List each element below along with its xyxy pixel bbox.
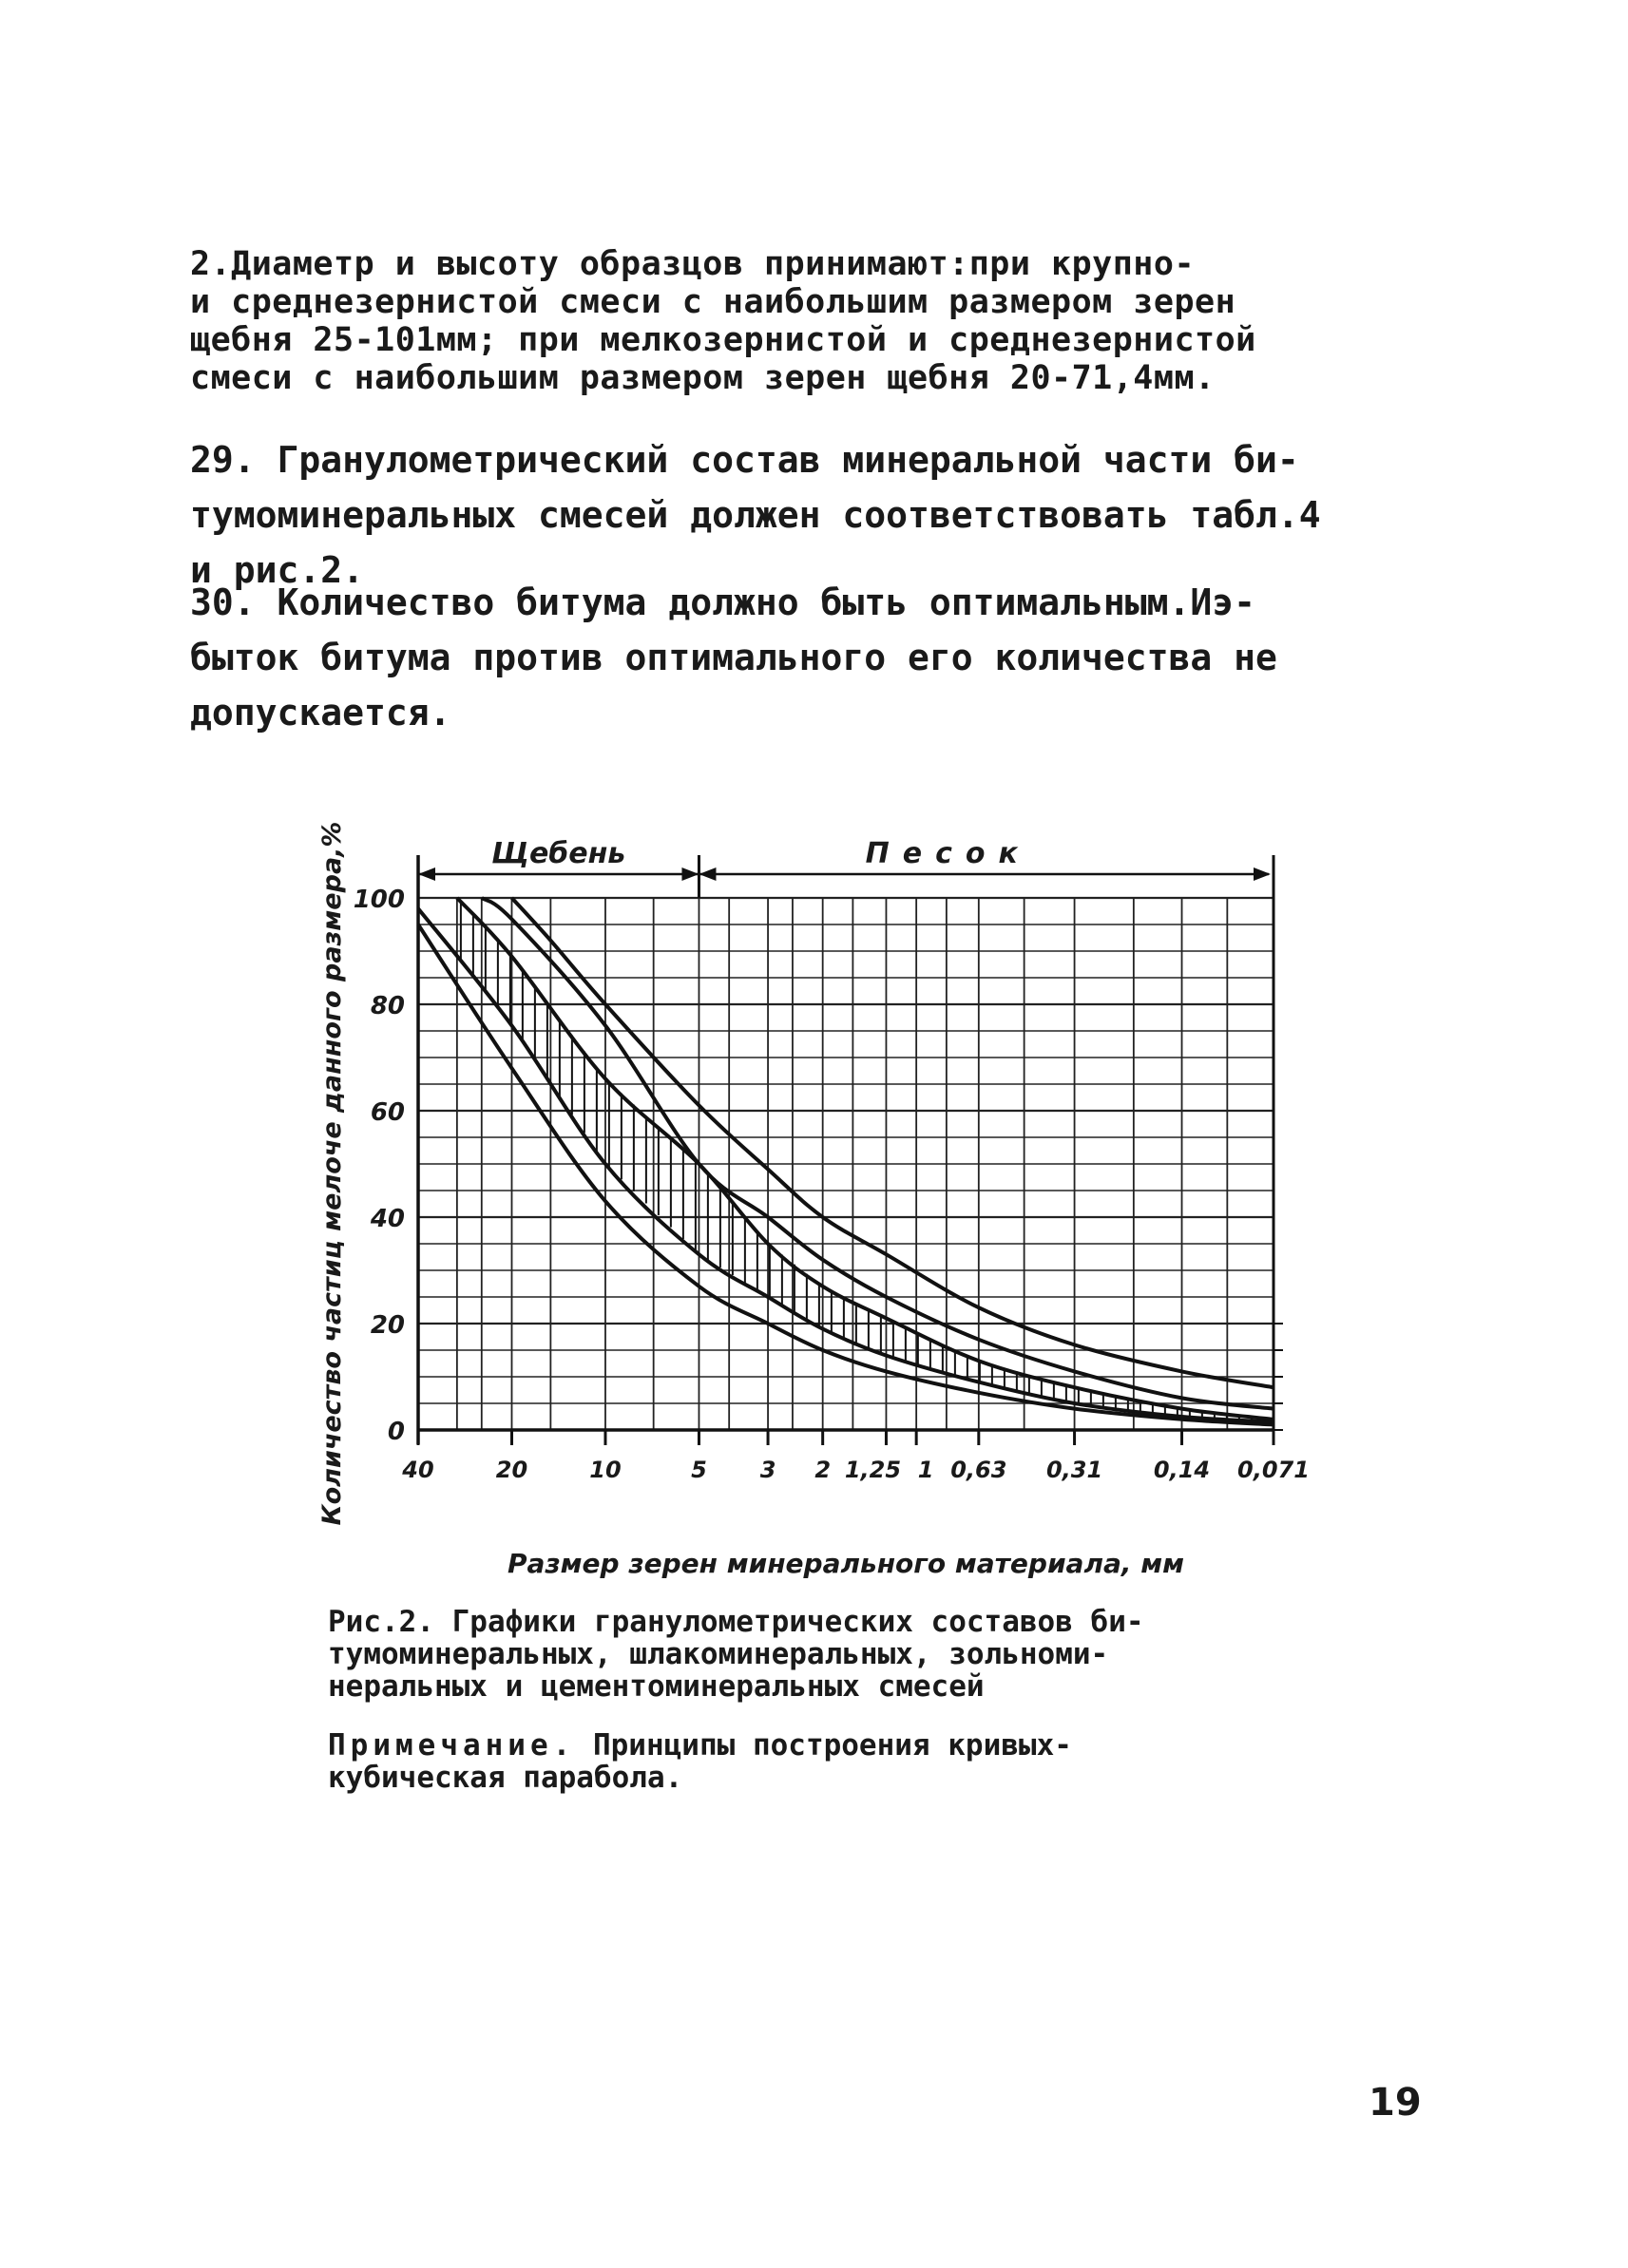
arrow-mid-left: [681, 867, 699, 881]
x-tick-label: 3: [759, 1457, 776, 1483]
x-tick-label: 1,25: [844, 1457, 902, 1483]
chart-hatching: [461, 902, 1264, 1421]
remark-lead: Примечание.: [328, 1728, 576, 1763]
curve-5: [511, 898, 1274, 1387]
y-axis-label: Количество частиц мелоче данного размера,%: [317, 821, 347, 1526]
granulometric-chart: [304, 817, 1331, 1596]
caption-line: неральных и цементоминеральных смесей: [328, 1669, 985, 1704]
x-tick-label: 1: [917, 1457, 934, 1483]
text-line: и среднезернистой смеси с наибольшим размером зерен: [190, 283, 1236, 321]
x-tick-label: 0,14: [1153, 1457, 1211, 1483]
y-tick-label: 60: [370, 1098, 405, 1127]
y-tick-label: 80: [370, 992, 405, 1020]
paragraph-29: [190, 432, 1426, 598]
x-tick-label: 0,63: [950, 1457, 1007, 1483]
x-tick-label: 10: [589, 1457, 622, 1483]
figure-caption: [328, 1606, 1288, 1703]
curve-2: [418, 908, 1274, 1421]
y-tick-label: 40: [370, 1205, 405, 1233]
text-line: и рис.2.: [190, 549, 365, 591]
x-tick-label: 0,31: [1045, 1457, 1103, 1483]
arrow-right: [1254, 867, 1271, 881]
region-label-gravel: Щебень: [491, 837, 626, 870]
text-line: 2.Диаметр и высоту образцов принимают:при крупно-: [190, 245, 1196, 283]
text-line: щебня 25-101мм; при мелкозернистой и среднезернистой: [190, 321, 1256, 359]
y-tick-label: 100: [353, 886, 405, 914]
chart-axes: [418, 855, 1283, 1445]
chart-labels: [317, 822, 1310, 1579]
caption-line: Рис.2. Графики гранулометрических составов би-: [328, 1605, 1144, 1639]
text-line: смеси с наибольшим размером зерен щебня 20-71,4мм.: [190, 359, 1216, 397]
remark-line-2: кубическая парабола.: [328, 1761, 683, 1795]
y-tick-label: 0: [387, 1418, 405, 1446]
arrow-mid-right: [699, 867, 716, 881]
text-line: 29. Гранулометрический состав минеральной части би-: [190, 439, 1299, 481]
figure-remark: [328, 1729, 1288, 1794]
remark-text: Принципы построения кривых-: [575, 1728, 1072, 1763]
y-tick-label: 20: [370, 1311, 405, 1340]
paragraph-30: [190, 575, 1426, 740]
region-label-sand: Песок: [865, 837, 1031, 870]
chart-grid: [418, 898, 1274, 1430]
arrow-left: [418, 867, 435, 881]
curve-4: [482, 898, 1274, 1409]
x-tick-label: 20: [495, 1457, 528, 1483]
chart-curves: [418, 898, 1274, 1424]
page-number: 19: [1369, 2081, 1422, 2125]
caption-line: тумоминеральных, шлакоминеральных, зольноми-: [328, 1637, 1109, 1671]
text-line: допускается.: [190, 692, 451, 734]
x-tick-label: 2: [814, 1457, 832, 1483]
text-line: тумоминеральных смесей должен соответствовать табл.4: [190, 494, 1321, 536]
x-tick-label: 40: [402, 1457, 434, 1483]
remark-line-1: [328, 1729, 1288, 1762]
x-tick-label: 5: [691, 1457, 707, 1483]
x-axis-label: Размер зерен минерального материала, мм: [507, 1548, 1185, 1579]
text-line: быток битума против оптимального его количества не: [190, 637, 1277, 678]
x-tick-label: 0,071: [1237, 1457, 1310, 1483]
note-2-paragraph: [190, 245, 1426, 397]
text-line: 30. Количество битума должно быть оптимальным.Иэ-: [190, 581, 1256, 623]
